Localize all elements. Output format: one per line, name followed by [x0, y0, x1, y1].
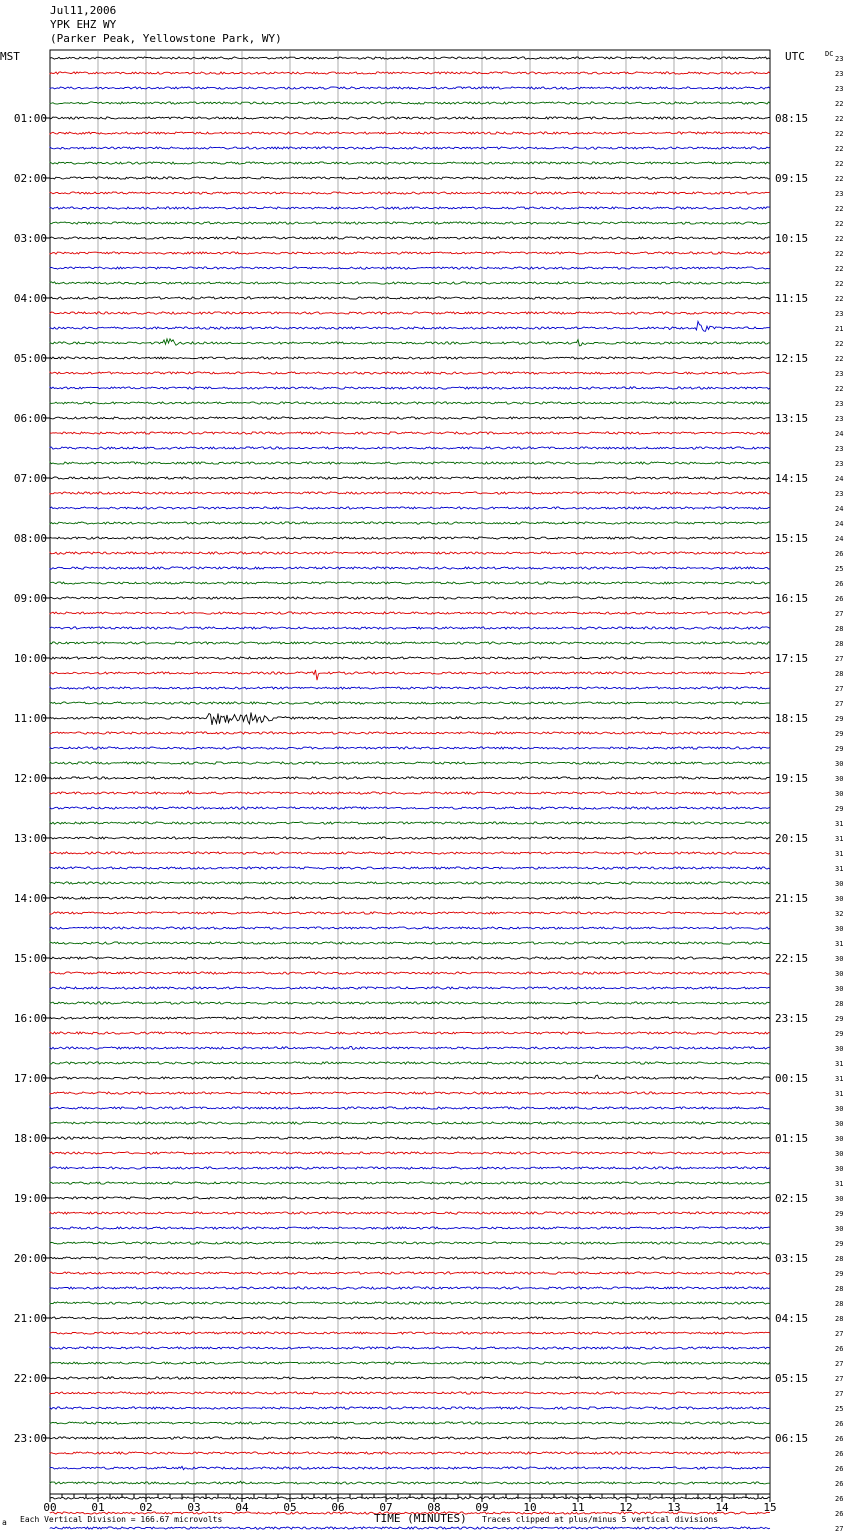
- trace-row-48: [50, 777, 770, 779]
- dc-value: 28: [835, 670, 844, 678]
- trace-row-83: [50, 1302, 770, 1304]
- right-hour-label: 10:15: [775, 232, 809, 245]
- dc-value: 27: [835, 1525, 844, 1533]
- x-tick-label: 13: [667, 1501, 681, 1514]
- trace-row-26: [50, 447, 770, 449]
- dc-value: 28: [835, 640, 844, 648]
- right-hour-label: 08:15: [775, 112, 809, 125]
- dc-value: 30: [835, 1045, 844, 1053]
- trace-row-92: [50, 1437, 770, 1439]
- trace-row-22: [50, 387, 770, 389]
- trace-row-65: [50, 1032, 770, 1034]
- right-timezone-label: UTC: [785, 50, 805, 63]
- dc-value: 30: [835, 880, 844, 888]
- trace-row-43: [50, 702, 770, 704]
- dc-value: 31: [835, 1180, 844, 1188]
- trace-row-12: [50, 237, 770, 239]
- trace-row-85: [50, 1332, 770, 1334]
- right-hour-label: 20:15: [775, 832, 809, 845]
- trace-row-50: [50, 807, 770, 809]
- dc-value: 22: [835, 130, 844, 138]
- dc-value: 22: [835, 280, 844, 288]
- dc-value: 30: [835, 895, 844, 903]
- trace-row-13: [50, 252, 770, 254]
- trace-row-24: [50, 417, 770, 419]
- trace-row-88: [50, 1377, 770, 1379]
- trace-row-33: [50, 552, 770, 554]
- left-hour-label: 18:00: [13, 1132, 47, 1145]
- trace-row-62: [50, 987, 770, 989]
- x-tick-label: 09: [475, 1501, 489, 1514]
- x-tick-label: 04: [235, 1501, 249, 1514]
- dc-value: 30: [835, 1150, 844, 1158]
- dc-value: 23: [835, 85, 844, 93]
- dc-value: 30: [835, 1165, 844, 1173]
- dc-value: 28: [835, 1285, 844, 1293]
- trace-row-72: [50, 1137, 770, 1139]
- x-axis-title: TIME (MINUTES): [374, 1512, 467, 1525]
- trace-row-52: [50, 837, 770, 839]
- trace-row-73: [50, 1152, 770, 1154]
- trace-row-27: [50, 462, 770, 464]
- trace-row-15: [50, 282, 770, 284]
- trace-row-67: [50, 1062, 770, 1064]
- trace-row-45: [50, 732, 770, 734]
- trace-row-58: [50, 927, 770, 929]
- dc-value: 23: [835, 445, 844, 453]
- left-hour-label: 10:00: [13, 652, 47, 665]
- trace-row-46: [50, 747, 770, 749]
- trace-row-64: [50, 1017, 770, 1019]
- scale-note: Each Vertical Division = 166.67 microvolts: [20, 1515, 223, 1524]
- dc-value: 24: [835, 535, 844, 543]
- right-hour-label: 22:15: [775, 952, 809, 965]
- x-tick-label: 03: [187, 1501, 201, 1514]
- dc-value: 22: [835, 145, 844, 153]
- dc-header-label: DC: [825, 50, 834, 58]
- dc-value: 24: [835, 505, 844, 513]
- left-hour-label: 23:00: [13, 1432, 47, 1445]
- left-hour-label: 08:00: [13, 532, 47, 545]
- dc-value: 30: [835, 790, 844, 798]
- dc-value: 27: [835, 1375, 844, 1383]
- trace-row-2: [50, 87, 770, 89]
- trace-row-23: [50, 402, 770, 404]
- dc-value: 29: [835, 1240, 844, 1248]
- left-hour-label: 22:00: [13, 1372, 47, 1385]
- trace-row-3: [50, 102, 770, 104]
- dc-value: 26: [835, 580, 844, 588]
- trace-row-77: [50, 1212, 770, 1214]
- dc-value: 22: [835, 160, 844, 168]
- x-tick-label: 15: [763, 1501, 777, 1514]
- trace-row-57: [50, 912, 770, 914]
- right-hour-label: 18:15: [775, 712, 809, 725]
- trace-row-39: [50, 642, 770, 644]
- dc-value: 31: [835, 850, 844, 858]
- trace-row-71: [50, 1122, 770, 1124]
- dc-value: 29: [835, 745, 844, 753]
- trace-row-1: [50, 72, 770, 74]
- dc-value: 32: [835, 910, 844, 918]
- trace-row-51: [50, 822, 770, 824]
- trace-row-17: [50, 312, 770, 314]
- trace-row-40: [50, 657, 770, 659]
- trace-row-98: [50, 1527, 770, 1529]
- left-hour-label: 16:00: [13, 1012, 47, 1025]
- trace-row-76: [50, 1197, 770, 1199]
- dc-value: 29: [835, 730, 844, 738]
- left-hour-label: 17:00: [13, 1072, 47, 1085]
- trace-row-38: [50, 627, 770, 629]
- x-tick-label: 02: [139, 1501, 153, 1514]
- dc-value: 24: [835, 475, 844, 483]
- dc-value: 28: [835, 1315, 844, 1323]
- trace-row-56: [50, 897, 770, 899]
- dc-value: 26: [835, 595, 844, 603]
- dc-value: 30: [835, 1135, 844, 1143]
- dc-value: 24: [835, 430, 844, 438]
- trace-row-61: [50, 972, 770, 974]
- trace-row-69: [50, 1092, 770, 1094]
- right-hour-label: 15:15: [775, 532, 809, 545]
- dc-value: 22: [835, 265, 844, 273]
- trace-row-70: [50, 1107, 770, 1109]
- dc-value: 27: [835, 610, 844, 618]
- dc-value: 27: [835, 655, 844, 663]
- dc-value: 23: [835, 190, 844, 198]
- dc-value: 31: [835, 865, 844, 873]
- right-hour-label: 01:15: [775, 1132, 809, 1145]
- left-hour-label: 20:00: [13, 1252, 47, 1265]
- right-hour-label: 23:15: [775, 1012, 809, 1025]
- dc-value: 26: [835, 550, 844, 558]
- trace-row-54: [50, 867, 770, 869]
- trace-row-91: [50, 1422, 770, 1424]
- left-hour-label: 15:00: [13, 952, 47, 965]
- trace-row-47: [50, 762, 770, 764]
- dc-value: 23: [835, 55, 844, 63]
- trace-row-11: [50, 222, 770, 224]
- left-hour-label: 21:00: [13, 1312, 47, 1325]
- dc-value: 27: [835, 685, 844, 693]
- dc-value: 29: [835, 1210, 844, 1218]
- trace-row-87: [50, 1362, 770, 1364]
- left-hour-label: 12:00: [13, 772, 47, 785]
- trace-row-16: [50, 297, 770, 299]
- dc-value: 22: [835, 355, 844, 363]
- dc-value: 29: [835, 1015, 844, 1023]
- dc-value: 22: [835, 235, 844, 243]
- dc-value: 30: [835, 970, 844, 978]
- dc-value: 23: [835, 70, 844, 78]
- dc-value: 30: [835, 1120, 844, 1128]
- trace-row-95: [50, 1481, 770, 1484]
- dc-value: 21: [835, 325, 844, 333]
- dc-value: 30: [835, 775, 844, 783]
- trace-row-21: [50, 372, 770, 374]
- dc-value: 30: [835, 1105, 844, 1113]
- dc-value: 22: [835, 250, 844, 258]
- trace-row-49: [50, 791, 770, 794]
- left-hour-label: 02:00: [13, 172, 47, 185]
- right-hour-label: 05:15: [775, 1372, 809, 1385]
- right-hour-label: 16:15: [775, 592, 809, 605]
- left-hour-label: 01:00: [13, 112, 47, 125]
- dc-value: 30: [835, 985, 844, 993]
- left-hour-label: 04:00: [13, 292, 47, 305]
- trace-row-7: [50, 162, 770, 164]
- dc-value: 31: [835, 1090, 844, 1098]
- date-label: Jul11,2006: [50, 4, 117, 17]
- trace-row-31: [50, 522, 770, 524]
- trace-row-74: [50, 1167, 770, 1169]
- dc-value: 22: [835, 175, 844, 183]
- right-hour-label: 09:15: [775, 172, 809, 185]
- dc-value: 29: [835, 805, 844, 813]
- trace-row-66: [50, 1046, 770, 1049]
- trace-row-19: [50, 339, 770, 346]
- dc-value: 23: [835, 310, 844, 318]
- trace-row-6: [50, 147, 770, 149]
- trace-row-41: [50, 670, 770, 680]
- dc-value: 31: [835, 1060, 844, 1068]
- trace-row-59: [50, 942, 770, 944]
- trace-row-5: [50, 132, 770, 134]
- trace-row-36: [50, 597, 770, 599]
- dc-value: 26: [835, 1510, 844, 1518]
- trace-row-90: [50, 1407, 770, 1409]
- trace-row-30: [50, 507, 770, 509]
- trace-row-55: [50, 882, 770, 884]
- dc-value: 26: [835, 1345, 844, 1353]
- left-hour-label: 09:00: [13, 592, 47, 605]
- x-tick-label: 10: [523, 1501, 537, 1514]
- right-hour-label: 19:15: [775, 772, 809, 785]
- left-hour-label: 13:00: [13, 832, 47, 845]
- dc-value: 30: [835, 1225, 844, 1233]
- dc-value: 31: [835, 835, 844, 843]
- dc-value: 26: [835, 1450, 844, 1458]
- dc-value: 23: [835, 400, 844, 408]
- dc-value: 31: [835, 1075, 844, 1083]
- dc-value: 22: [835, 340, 844, 348]
- dc-value: 27: [835, 1390, 844, 1398]
- trace-row-8: [50, 177, 770, 179]
- dc-value: 27: [835, 1360, 844, 1368]
- dc-value: 26: [835, 1420, 844, 1428]
- x-tick-label: 12: [619, 1501, 633, 1514]
- trace-row-80: [50, 1257, 770, 1259]
- dc-value: 22: [835, 295, 844, 303]
- trace-row-32: [50, 537, 770, 539]
- dc-value: 22: [835, 220, 844, 228]
- dc-value: 30: [835, 1195, 844, 1203]
- right-hour-label: 02:15: [775, 1192, 809, 1205]
- dc-value: 23: [835, 490, 844, 498]
- right-hour-label: 21:15: [775, 892, 809, 905]
- trace-row-44: [50, 712, 770, 725]
- trace-row-37: [50, 612, 770, 614]
- dc-value: 23: [835, 460, 844, 468]
- trace-row-14: [50, 267, 770, 269]
- trace-row-29: [50, 492, 770, 494]
- dc-value: 25: [835, 565, 844, 573]
- clip-note: Traces clipped at plus/minus 5 vertical divisions: [482, 1515, 719, 1524]
- left-hour-label: 03:00: [13, 232, 47, 245]
- dc-value: 26: [835, 1435, 844, 1443]
- dc-value: 25: [835, 1405, 844, 1413]
- trace-row-63: [50, 1002, 770, 1004]
- trace-row-10: [50, 207, 770, 209]
- dc-value: 23: [835, 415, 844, 423]
- dc-value: 28: [835, 1300, 844, 1308]
- dc-value: 28: [835, 625, 844, 633]
- trace-row-28: [50, 477, 770, 479]
- right-hour-label: 13:15: [775, 412, 809, 425]
- dc-value: 30: [835, 760, 844, 768]
- dc-value: 23: [835, 370, 844, 378]
- dc-value: 29: [835, 715, 844, 723]
- dc-value: 30: [835, 955, 844, 963]
- dc-value: 27: [835, 700, 844, 708]
- dc-value: 22: [835, 100, 844, 108]
- x-tick-label: 00: [43, 1501, 57, 1514]
- left-hour-label: 19:00: [13, 1192, 47, 1205]
- x-tick-label: 06: [331, 1501, 345, 1514]
- trace-row-0: [50, 57, 770, 59]
- right-hour-label: 17:15: [775, 652, 809, 665]
- left-hour-label: 06:00: [13, 412, 47, 425]
- dc-value: 22: [835, 385, 844, 393]
- x-tick-label: 07: [379, 1501, 393, 1514]
- location-label: (Parker Peak, Yellowstone Park, WY): [50, 32, 282, 45]
- trace-row-86: [50, 1347, 770, 1349]
- right-hour-label: 06:15: [775, 1432, 809, 1445]
- dc-value: 27: [835, 1330, 844, 1338]
- right-hour-label: 14:15: [775, 472, 809, 485]
- left-hour-label: 05:00: [13, 352, 47, 365]
- trace-row-35: [50, 582, 770, 584]
- trace-row-81: [50, 1272, 770, 1274]
- trace-row-53: [50, 852, 770, 854]
- x-tick-label: 14: [715, 1501, 729, 1514]
- trace-row-9: [50, 192, 770, 194]
- trace-row-42: [50, 687, 770, 689]
- trace-row-4: [50, 117, 770, 119]
- dc-value: 28: [835, 1000, 844, 1008]
- trace-row-82: [50, 1287, 770, 1289]
- trace-row-84: [50, 1317, 770, 1319]
- corner-mark: a: [2, 1518, 7, 1527]
- trace-row-18: [50, 321, 770, 331]
- trace-row-60: [50, 957, 770, 959]
- x-tick-label: 01: [91, 1501, 105, 1514]
- trace-row-78: [50, 1227, 770, 1229]
- left-timezone-label: MST: [0, 50, 20, 63]
- trace-row-89: [50, 1392, 770, 1394]
- trace-row-20: [50, 357, 770, 359]
- trace-row-25: [50, 432, 770, 434]
- dc-value: 24: [835, 520, 844, 528]
- dc-value: 28: [835, 1255, 844, 1263]
- right-hour-label: 11:15: [775, 292, 809, 305]
- dc-value: 31: [835, 820, 844, 828]
- dc-value: 30: [835, 925, 844, 933]
- x-tick-label: 11: [571, 1501, 585, 1514]
- dc-value: 31: [835, 940, 844, 948]
- trace-row-75: [50, 1182, 770, 1184]
- trace-row-94: [50, 1466, 770, 1469]
- dc-value: 22: [835, 205, 844, 213]
- dc-value: 29: [835, 1030, 844, 1038]
- dc-value: 29: [835, 1270, 844, 1278]
- right-hour-label: 03:15: [775, 1252, 809, 1265]
- x-tick-label: 05: [283, 1501, 297, 1514]
- x-tick-label: 08: [427, 1501, 441, 1514]
- trace-row-68: [50, 1075, 770, 1079]
- trace-row-79: [50, 1242, 770, 1244]
- left-hour-label: 14:00: [13, 892, 47, 905]
- station-label: YPK EHZ WY: [50, 18, 117, 31]
- left-hour-label: 07:00: [13, 472, 47, 485]
- dc-value: 22: [835, 115, 844, 123]
- trace-row-34: [50, 567, 770, 569]
- left-hour-label: 11:00: [13, 712, 47, 725]
- dc-value: 26: [835, 1480, 844, 1488]
- right-hour-label: 04:15: [775, 1312, 809, 1325]
- dc-value: 26: [835, 1495, 844, 1503]
- right-hour-label: 12:15: [775, 352, 809, 365]
- dc-value: 26: [835, 1465, 844, 1473]
- right-hour-label: 00:15: [775, 1072, 809, 1085]
- trace-row-93: [50, 1452, 770, 1454]
